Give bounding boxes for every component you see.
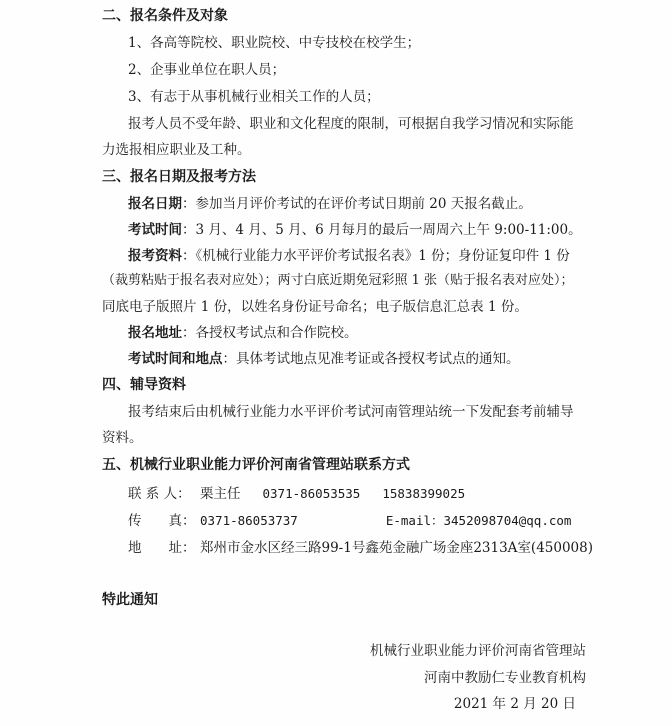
- email-value: 3452098704@qq.com: [443, 513, 572, 528]
- registration-address-text: ：各授权考试点和合作院校。: [182, 325, 358, 341]
- email-key: E-mail：: [385, 513, 444, 528]
- contact-fax-row: [128, 511, 571, 531]
- contact-phone-2: 15838399025: [382, 486, 466, 501]
- condition-note-line-1: 报考人员不受年龄、职业和文化程度的限制，可根据自我学习情况和实际能: [128, 116, 574, 132]
- registration-address-label: 报名地址: [128, 325, 182, 341]
- contact-person-row: [128, 484, 465, 504]
- address-key: 地 址：: [128, 540, 196, 556]
- exam-venue-text: ：具体考试地点见准考证或各授权考试点的通知。: [222, 351, 520, 367]
- exam-time-text: ：3 月、4 月、5 月、6 月每月的最后一周周六上午 9:00-11:00。: [182, 222, 582, 238]
- signature-org-1: 机械行业职业能力评价河南省管理站: [370, 643, 586, 659]
- registration-date-text: ：参加当月评价考试的在评价考试日期前 20 天报名截止。: [182, 196, 532, 212]
- condition-item-2: 2、企事业单位在职人员；: [128, 62, 286, 78]
- materials-text-line-2: （裁剪粘贴于报名表对应处）；两寸白底近期免冠彩照 1 张（贴于报名表对应处）；: [102, 273, 574, 288]
- condition-item-1: 1、各高等院校、职业院校、中专技校在校学生；: [128, 35, 421, 51]
- address-value: 郑州市金水区经三路99-1号鑫苑金融广场金座2313A室(450008): [200, 540, 594, 556]
- exam-time-row: [128, 220, 582, 240]
- section-heading-dates: 三、报名日期及报考方法: [102, 169, 256, 185]
- special-notice: 特此通知: [102, 592, 158, 608]
- tutoring-text-line-1: 报考结束后由机械行业能力水平评价考试河南管理站统一下发配套考前辅导: [128, 404, 574, 420]
- contact-person-key: 联 系 人：: [128, 486, 191, 502]
- registration-date-label: 报名日期: [128, 196, 182, 212]
- registration-address-row: [128, 323, 358, 343]
- materials-text-line-1: ：《机械行业能力水平评价考试报名表》1 份；身份证复印件 1 份: [182, 248, 570, 264]
- materials-text-line-3: 同底电子版照片 1 份，以姓名身份证号命名；电子版信息汇总表 1 份。: [102, 299, 528, 315]
- exam-venue-label: 考试时间和地点: [128, 351, 223, 367]
- registration-date-row: [128, 194, 532, 214]
- fax-value: 0371-86053737: [200, 513, 298, 528]
- contact-person-name: 栗主任: [200, 486, 241, 502]
- tutoring-text-line-2: 资料。: [102, 430, 143, 446]
- contact-phone-1: 0371-86053535: [262, 486, 361, 501]
- section-heading-materials: 四、辅导资料: [102, 377, 186, 393]
- contact-address-row: [128, 538, 593, 558]
- condition-note-line-2: 力选报相应职业及工种。: [102, 142, 251, 158]
- condition-item-3: 3、有志于从事机械行业相关工作的人员；: [128, 89, 380, 105]
- section-heading-conditions: 二、报名条件及对象: [102, 8, 228, 24]
- exam-venue-row: [128, 349, 520, 369]
- materials-label: 报考资料: [128, 248, 182, 264]
- section-heading-contact: 五、机械行业职业能力评价河南省管理站联系方式: [102, 457, 410, 473]
- materials-row: [128, 246, 570, 266]
- exam-time-label: 考试时间: [128, 222, 182, 238]
- signature-date: 2021 年 2 月 20 日: [453, 696, 576, 712]
- signature-org-2: 河南中教励仁专业教育机构: [424, 670, 586, 686]
- fax-key: 传 真：: [128, 513, 196, 529]
